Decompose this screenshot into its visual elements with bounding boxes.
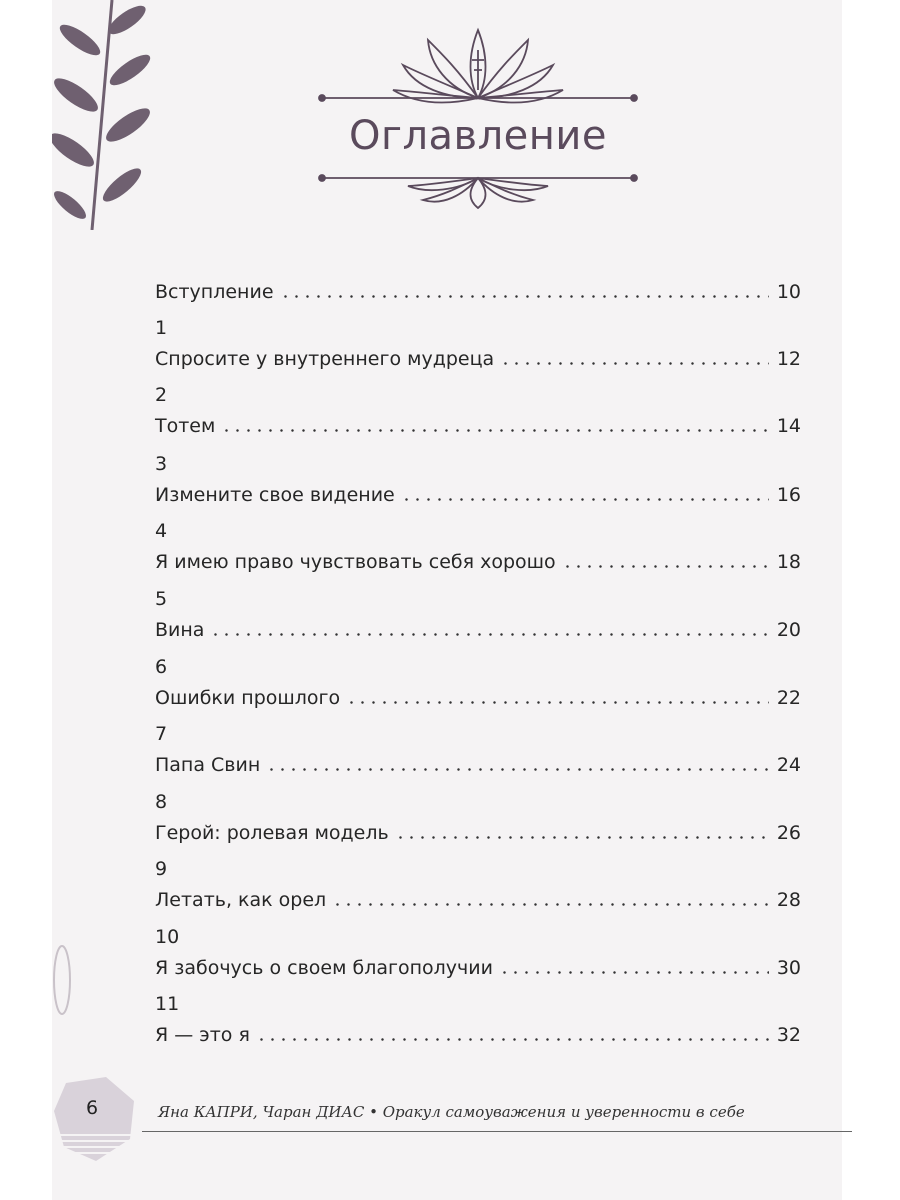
toc-entry-number: 7 — [155, 723, 168, 745]
leader-dots — [266, 768, 769, 771]
toc-entry-page: 28 — [776, 889, 801, 911]
toc-entry[interactable] — [155, 276, 801, 308]
toc-entry-title: Я имею право чувствовать себя хорошо — [155, 551, 556, 573]
toc-entry-title: Ошибки прошлого — [155, 687, 341, 709]
toc-entry-page: 20 — [776, 619, 801, 641]
toc-entry-title: Измените свое видение — [155, 484, 395, 506]
toc-entry-title: Я забочусь о своем благополучии — [155, 957, 493, 979]
leader-dots — [401, 498, 769, 501]
toc-entry-title: Спросите у внутреннего мудреца — [155, 348, 495, 370]
toc-entry-title: Герой: ролевая модель — [155, 822, 389, 844]
toc-entry-page: 12 — [776, 348, 801, 370]
toc-entry-page: 18 — [776, 551, 801, 573]
toc-entry-number: 6 — [155, 656, 168, 678]
toc-entry-page: 32 — [776, 1024, 801, 1046]
toc-entry-page: 14 — [776, 415, 801, 437]
toc-entry-number: 1 — [155, 317, 168, 339]
toc-entry-title: Летать, как орел — [155, 889, 327, 911]
leader-dots — [332, 903, 769, 906]
toc-entry-page: 26 — [776, 822, 801, 844]
page-number-badge — [52, 1075, 142, 1165]
page-number: 6 — [85, 1097, 99, 1119]
toc-entry-number: 11 — [155, 993, 180, 1015]
toc-entry-page: 30 — [776, 957, 801, 979]
leader-dots — [346, 701, 769, 704]
toc-entry[interactable] — [155, 989, 801, 1051]
toc-entry-page: 22 — [776, 687, 801, 709]
toc-entry[interactable] — [155, 584, 801, 646]
leader-dots — [256, 1038, 769, 1041]
toc-entry-title: Папа Свин — [155, 754, 261, 776]
leader-dots — [221, 429, 768, 432]
toc-entry[interactable] — [155, 313, 801, 375]
toc-entry-page: 24 — [776, 754, 801, 776]
toc-entry-page: 16 — [776, 484, 801, 506]
toc-entry[interactable] — [155, 922, 801, 984]
page-title: Оглавление — [348, 113, 608, 159]
toc-entry[interactable] — [155, 380, 801, 442]
leader-dots — [562, 565, 769, 568]
running-footer-text: Яна КАПРИ, Чаран ДИАС • Оракул самоуважения и уверенности в себе — [158, 1103, 745, 1121]
toc-entry[interactable] — [155, 652, 801, 714]
toc-entry-number: 9 — [155, 858, 168, 880]
toc-entry-number: 5 — [155, 588, 168, 610]
toc-entry-number: 4 — [155, 520, 168, 542]
toc-entry-number: 10 — [155, 926, 180, 948]
toc-entry[interactable] — [155, 449, 801, 511]
footer-rule — [142, 1131, 852, 1132]
toc-entry-page: 10 — [776, 281, 801, 303]
toc-entry-title: Вина — [155, 619, 205, 641]
toc-entry-number: 8 — [155, 791, 168, 813]
leader-dots — [395, 836, 769, 839]
toc-entry-number: 3 — [155, 453, 168, 475]
toc-entry-title: Я — это я — [155, 1024, 250, 1046]
toc-entry-number: 2 — [155, 384, 168, 406]
leader-dots — [210, 633, 768, 636]
leader-dots — [280, 295, 769, 298]
toc-entry-title: Тотем — [155, 415, 216, 437]
toc-entry-title: Вступление — [155, 281, 274, 303]
leaf-branch-decoration — [52, 0, 162, 230]
toc-entry[interactable] — [155, 787, 801, 849]
toc-entry[interactable] — [155, 854, 801, 916]
leader-dots — [500, 362, 769, 365]
page-footer — [52, 1075, 812, 1165]
leader-dots — [499, 971, 769, 974]
toc-entry[interactable] — [155, 516, 801, 578]
faint-leaf-decoration — [52, 940, 82, 1020]
toc-entry[interactable] — [155, 719, 801, 781]
